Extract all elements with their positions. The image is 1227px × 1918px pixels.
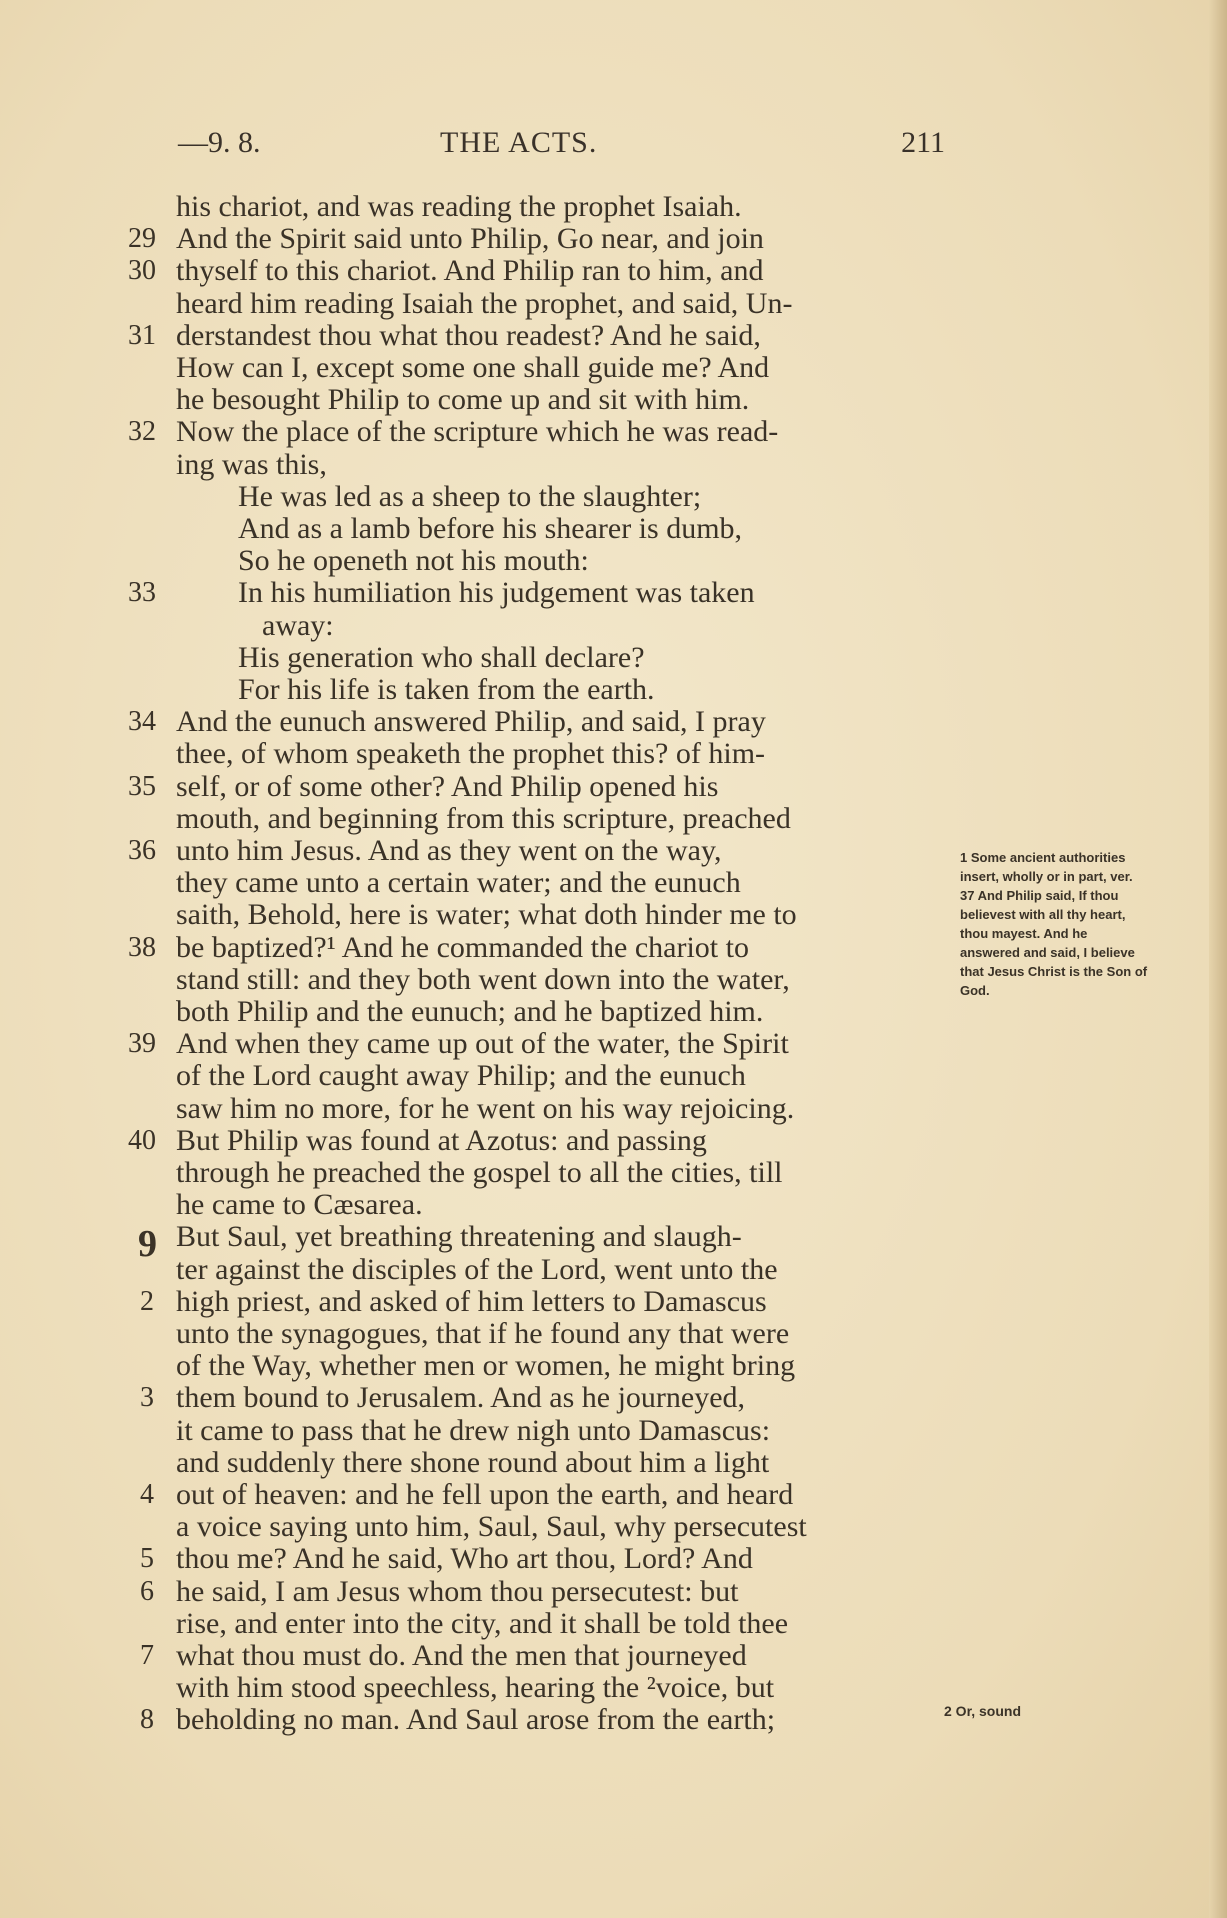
text-line: ter against the disciples of the Lord, went unto the [176, 1252, 778, 1286]
text-line: stand still: and they both went down into the water, [176, 962, 790, 996]
text-line: he besought Philip to come up and sit with him. [176, 383, 750, 417]
text-line: they came unto a certain water; and the eunuch [176, 866, 741, 900]
page-edge [1209, 0, 1227, 1918]
text-line: And the eunuch answered Philip, and said, I pray [176, 705, 766, 739]
text-line: unto the synagogues, that if he found any that were [176, 1317, 790, 1350]
verse-number: 30 [128, 255, 156, 287]
text-line: Now the place of the scripture which he was read- [176, 415, 779, 449]
chapter-number: 9 [138, 1223, 157, 1265]
verse-number: 31 [128, 319, 156, 351]
text-line: be baptized?¹ And he commanded the chariot to [176, 930, 749, 964]
text-line: In his humiliation his judgement was taken [238, 576, 755, 610]
text-line: out of heaven: and he fell upon the earth, and heard [176, 1478, 794, 1511]
text-line: unto him Jesus. And as they went on the way, [176, 834, 722, 867]
text-line: And when they came up out of the water, the Spirit [176, 1027, 789, 1061]
text-line: them bound to Jerusalem. And as he journeyed, [176, 1381, 746, 1415]
text-line: with him stood speechless, hearing the ²voice, but [176, 1671, 775, 1705]
verse-number: 7 [140, 1640, 154, 1671]
text-line: of the Lord caught away Philip; and the eunuch [176, 1059, 746, 1093]
text-line: what thou must do. And the men that journeyed [176, 1639, 747, 1672]
verse-number: 32 [128, 416, 156, 448]
verse-number: 2 [140, 1285, 154, 1317]
verse-number: 35 [128, 770, 156, 802]
text-line: beholding no man. And Saul arose from the earth; [176, 1703, 776, 1737]
page-header [170, 126, 1000, 166]
text-line: his chariot, and was reading the prophet Isaiah. [176, 190, 742, 223]
verse-number: 36 [128, 835, 156, 866]
book-title: THE ACTS. [440, 126, 598, 159]
text-line: And as a lamb before his shearer is dumb, [238, 512, 743, 545]
text-line: But Saul, yet breathing threatening and slaugh- [176, 1220, 742, 1254]
text-line: thou me? And he said, Who art thou, Lord? And [176, 1542, 753, 1576]
text-line: So he openeth not his mouth: [238, 544, 589, 578]
text-line: self, or of some other? And Philip opened his [176, 769, 719, 803]
verse-number: 29 [128, 223, 156, 255]
text-line: thyself to this chariot. And Philip ran to him, and [176, 254, 764, 288]
text-line: heard him reading Isaiah the prophet, and said, Un- [176, 286, 793, 320]
text-line: He was led as a sheep to the slaughter; [238, 479, 702, 513]
verse-number: 33 [128, 577, 156, 609]
text-line: saith, Behold, here is water; what doth hinder me to [176, 898, 797, 932]
verse-number: 34 [128, 706, 156, 738]
text-line: through he preached the gospel to all the cities, till [176, 1156, 783, 1189]
text-line: and suddenly there shone round about him a light [176, 1445, 770, 1479]
text-line: saw him no more, for he went on his way rejoicing. [176, 1091, 795, 1125]
text-line: mouth, and beginning from this scripture, preached [176, 801, 791, 835]
text-line: away: [262, 608, 334, 642]
chapter-range: —9. 8. [178, 126, 261, 159]
text-line: derstandest thou what thou readest? And he said, [176, 318, 761, 352]
text-line: His generation who shall declare? [238, 640, 645, 674]
text-line: both Philip and the eunuch; and he baptized him. [176, 995, 764, 1028]
margin-note-1: 1 Some ancient authorities insert, wholly or in part, ver. 37 And Philip said, If thou believest with all thy heart, thou mayest. And he answered and said, I believe that Jesus Christ is the Son of God. [960, 850, 1148, 998]
text-line: he came to Cæsarea. [176, 1188, 423, 1222]
verse-number: 39 [128, 1028, 156, 1060]
verse-number: 4 [140, 1479, 154, 1510]
text-line: he said, I am Jesus whom thou persecutest: but [176, 1574, 739, 1608]
text-line: And the Spirit said unto Philip, Go near, and join [176, 222, 764, 256]
verse-number: 40 [128, 1124, 156, 1156]
text-line: ing was this, [176, 447, 327, 481]
page-number: 211 [901, 126, 945, 159]
verse-number: 3 [140, 1382, 154, 1414]
text-line: For his life is taken from the earth. [238, 673, 655, 706]
text-line: How can I, except some one shall guide me? And [176, 351, 770, 384]
text-line: But Philip was found at Azotus: and passing [176, 1123, 707, 1157]
verse-number: 38 [128, 931, 156, 963]
text-line: high priest, and asked of him letters to Damascus [176, 1284, 767, 1318]
text-line: a voice saying unto him, Saul, Saul, why persecutest [176, 1510, 807, 1544]
text-line: thee, of whom speaketh the prophet this? of him- [176, 737, 766, 771]
text-line: rise, and enter into the city, and it shall be told thee [176, 1606, 789, 1640]
verse-number: 5 [140, 1543, 154, 1575]
margin-note-2: 2 Or, sound [944, 1703, 1022, 1719]
text-line: of the Way, whether men or women, he might bring [176, 1349, 796, 1383]
verse-number: 6 [140, 1575, 154, 1607]
text-line: it came to pass that he drew nigh unto Damascus: [176, 1413, 771, 1447]
verse-number: 8 [140, 1704, 154, 1736]
